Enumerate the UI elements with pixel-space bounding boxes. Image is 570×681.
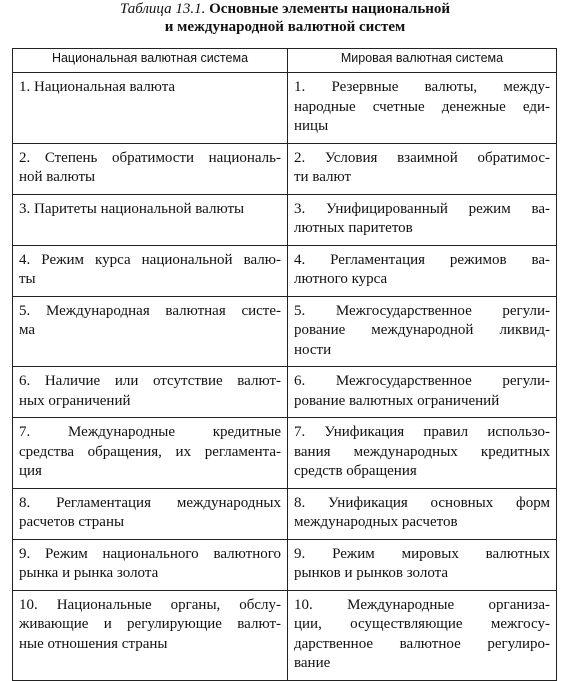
- cell-text-line: ция: [19, 463, 42, 479]
- cell-text-line: 4. Режим курса национальной валю-: [19, 251, 281, 268]
- world-system-cell: [288, 590, 557, 680]
- table-row: [13, 194, 557, 245]
- cell-text-line: живающие и регулирующие валют-: [19, 616, 281, 632]
- cell-text-line: рынка и рынка золота: [19, 565, 159, 581]
- cell-text-line: 5. Международная валютная систе-: [19, 302, 281, 319]
- cell-text-line: дарственное валютное регулиро-: [294, 635, 550, 652]
- cell-text-line: средств обращения: [294, 463, 417, 479]
- table-row: [13, 590, 557, 680]
- cell-text-line: лютного курса: [294, 271, 388, 287]
- cell-text-line: ных ограничений: [19, 392, 131, 409]
- table-row: [13, 245, 557, 296]
- cell-text-line: 2. Условия взаимной обратимос-: [294, 149, 550, 166]
- cell-text-line: 3. Паритеты национальной валюты: [19, 200, 245, 217]
- cell-text-line: народные счетные денежные еди-: [294, 98, 550, 115]
- cell-text-line: ной валюты: [19, 169, 96, 185]
- cell-text-line: 4. Регламентация режимов ва-: [294, 251, 550, 268]
- world-system-cell: [288, 367, 557, 418]
- cell-text-line: вание: [294, 655, 331, 671]
- table-row: [13, 296, 557, 367]
- world-system-cell: [288, 194, 557, 245]
- comparison-table: [12, 48, 557, 681]
- table-row: [13, 143, 557, 194]
- cell-text-line: расчетов страны: [19, 514, 125, 530]
- cell-text-line: 9. Режим национального валютного: [19, 545, 281, 562]
- world-system-cell: [288, 539, 557, 590]
- cell-text-line: рование валютных ограничений: [294, 392, 500, 409]
- cell-text-line: ницы: [294, 118, 329, 134]
- table-row: [13, 539, 557, 590]
- world-system-cell: [288, 143, 557, 194]
- caption-title-part-2: и международной валютной систем: [164, 19, 406, 35]
- cell-text-line: 5. Межгосударственное регули-: [294, 302, 550, 319]
- caption-line-1: [0, 0, 570, 18]
- world-system-cell: [288, 245, 557, 296]
- national-system-cell: [13, 245, 288, 296]
- world-system-cell: [288, 296, 557, 367]
- cell-text-line: ности: [294, 341, 332, 358]
- cell-text-line: 8. Унификация основных форм: [294, 494, 550, 511]
- table-row: [13, 367, 557, 418]
- cell-text-line: ты: [19, 271, 36, 287]
- cell-text-line: международных расчетов: [294, 514, 458, 530]
- world-system-cell: [288, 73, 557, 144]
- cell-text-line: 10. Национальные органы, обслу-: [19, 596, 281, 613]
- cell-text-line: рование международной ликвид-: [294, 322, 550, 338]
- national-system-cell: [13, 143, 288, 194]
- cell-text-line: ма: [19, 322, 36, 338]
- cell-text-line: 6. Межгосударственное регули-: [294, 373, 550, 389]
- cell-text-line: вания международных кредитных: [294, 443, 550, 460]
- cell-text-line: 1. Национальная валюта: [19, 79, 176, 95]
- cell-text-line: 7. Международные кредитные: [19, 424, 281, 440]
- national-system-cell: [13, 488, 288, 539]
- cell-text-line: 3. Унифицированный режим ва-: [294, 200, 550, 217]
- caption-label: Таблица 13.1.: [119, 1, 206, 17]
- cell-text-line: ти валют: [294, 169, 352, 185]
- cell-text-line: 6. Наличие или отсутствие валют-: [19, 373, 281, 389]
- table-row: [13, 73, 557, 144]
- cell-text-line: ные отношения страны: [19, 635, 168, 652]
- column-header-national: Национальная валютная система: [13, 49, 288, 73]
- cell-text-line: ции, осуществляющие межгосу-: [294, 616, 550, 632]
- national-system-cell: [13, 590, 288, 680]
- caption-title-part-1: Основные элементы национальной: [209, 1, 451, 17]
- table-caption: [0, 0, 570, 36]
- national-system-cell: [13, 367, 288, 418]
- world-system-cell: [288, 418, 557, 489]
- national-system-cell: [13, 194, 288, 245]
- world-system-cell: [288, 488, 557, 539]
- national-system-cell: [13, 418, 288, 489]
- cell-text-line: 2. Степень обратимости националь-: [19, 149, 281, 166]
- cell-text-line: 10. Международные организа-: [294, 596, 550, 613]
- national-system-cell: [13, 73, 288, 144]
- cell-text-line: 7. Унификация правил использо-: [294, 424, 550, 440]
- cell-text-line: 9. Режим мировых валютных: [294, 545, 550, 562]
- table-row: [13, 418, 557, 489]
- table-header-row: [13, 49, 557, 73]
- cell-text-line: 8. Регламентация международных: [19, 494, 281, 511]
- national-system-cell: [13, 296, 288, 367]
- national-system-cell: [13, 539, 288, 590]
- cell-text-line: средства обращения, их регламента-: [19, 443, 281, 460]
- table-body: [13, 73, 557, 681]
- column-header-world: Мировая валютная система: [288, 49, 557, 73]
- cell-text-line: 1. Резервные валюты, между-: [294, 79, 550, 95]
- cell-text-line: лютных паритетов: [294, 220, 413, 236]
- table-row: [13, 488, 557, 539]
- cell-text-line: рынков и рынков золота: [294, 565, 449, 581]
